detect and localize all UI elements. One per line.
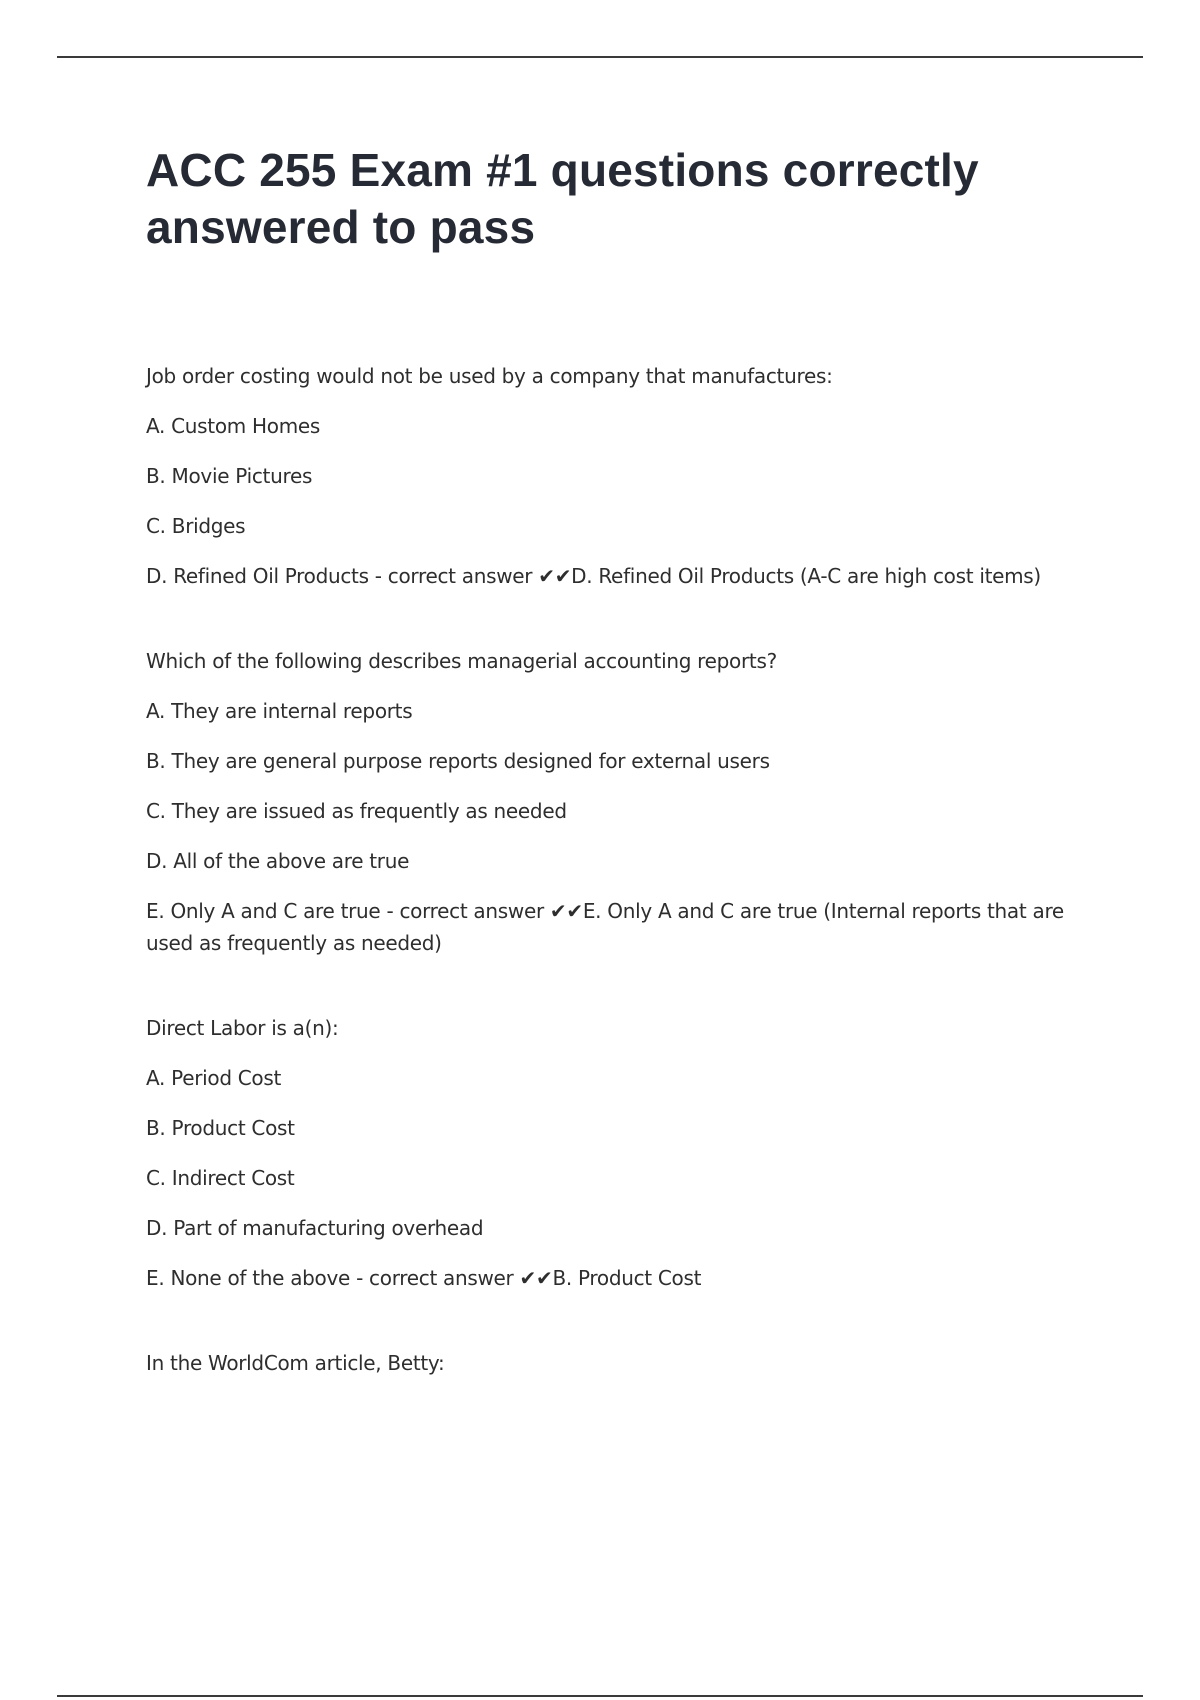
answer-option: C. Indirect Cost bbox=[146, 1166, 295, 1190]
question-2 bbox=[146, 645, 1096, 959]
document-title: ACC 255 Exam #1 questions correctly answered to pass bbox=[146, 144, 979, 253]
question-1 bbox=[146, 360, 1096, 592]
bottom-rule bbox=[57, 1695, 1143, 1697]
answer-option: A. Custom Homes bbox=[146, 414, 321, 438]
answer-option: B. They are general purpose reports designed for external users bbox=[146, 749, 770, 773]
answer-option: C. They are issued as frequently as needed bbox=[146, 799, 567, 823]
question-list bbox=[146, 360, 1096, 1379]
answer-option: A. They are internal reports bbox=[146, 699, 413, 723]
answer-option: D. All of the above are true bbox=[146, 849, 410, 873]
answer-option: D. Part of manufacturing overhead bbox=[146, 1216, 484, 1240]
question-prompt: In the WorldCom article, Betty: bbox=[146, 1351, 445, 1375]
answer-option: B. Movie Pictures bbox=[146, 464, 313, 488]
question-prompt: Which of the following describes managerial accounting reports? bbox=[146, 649, 777, 673]
top-rule bbox=[57, 56, 1143, 58]
answer-option-with-correct-answer: E. Only A and C are true - correct answer ✔✔E. Only A and C are true (Internal reports that are used as frequently as needed) bbox=[146, 899, 1064, 955]
question-prompt: Job order costing would not be used by a company that manufactures: bbox=[146, 364, 833, 388]
question-3 bbox=[146, 1012, 1096, 1294]
answer-option-with-correct-answer: E. None of the above - correct answer ✔✔B. Product Cost bbox=[146, 1266, 702, 1290]
answer-option-with-correct-answer: D. Refined Oil Products - correct answer ✔✔D. Refined Oil Products (A-C are high cost items) bbox=[146, 564, 1041, 588]
question-4 bbox=[146, 1347, 1096, 1379]
question-prompt: Direct Labor is a(n): bbox=[146, 1016, 339, 1040]
document-body bbox=[146, 142, 1096, 1432]
answer-option: A. Period Cost bbox=[146, 1066, 282, 1090]
answer-option: B. Product Cost bbox=[146, 1116, 295, 1140]
answer-option: C. Bridges bbox=[146, 514, 246, 538]
